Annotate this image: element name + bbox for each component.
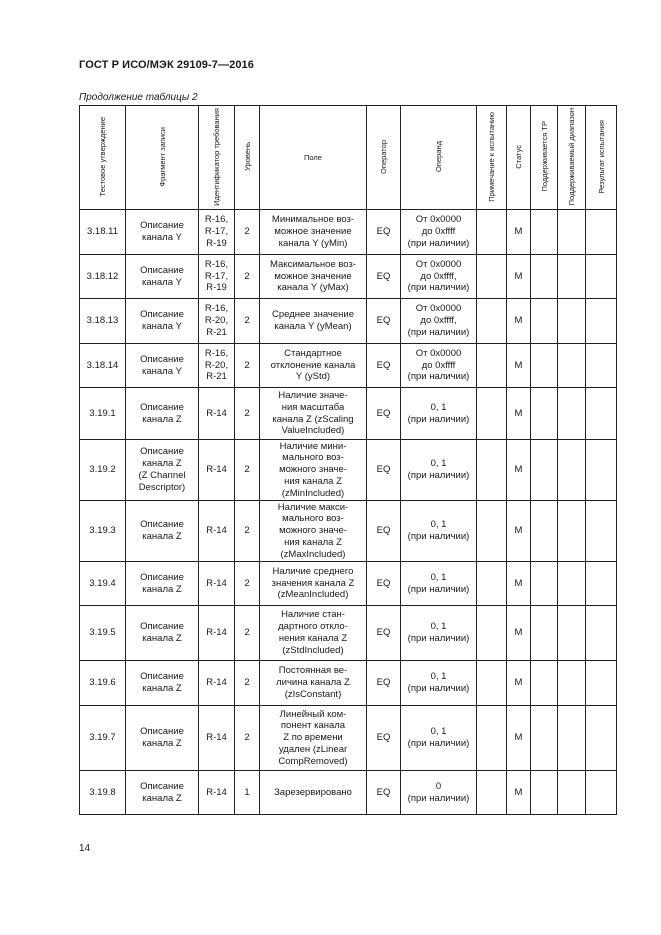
col-header-test-result: Результат испытания xyxy=(586,106,617,210)
cell-operand: 0, 1 (при наличии) xyxy=(401,661,477,706)
cell-requirement-id: R-16, R-20, R-21 xyxy=(199,299,235,344)
cell-level: 2 xyxy=(235,344,260,388)
cell-supported-range xyxy=(558,344,586,388)
cell-operator: EQ xyxy=(367,299,401,344)
table-row xyxy=(80,344,617,388)
cell-field: Среднее значение канала Y (yMean) xyxy=(260,299,367,344)
cell-operator: EQ xyxy=(367,706,401,771)
cell-operand: 0, 1 (при наличии) xyxy=(401,501,477,562)
table-body xyxy=(80,210,617,815)
cell-supported-range xyxy=(558,606,586,661)
cell-record-fragment: Описание канала Y xyxy=(126,210,199,255)
cell-supported-range xyxy=(558,562,586,606)
cell-field: Линейный ком- понент канала Z по времени удален (zLinear CompRemoved) xyxy=(260,706,367,771)
cell-operator: EQ xyxy=(367,771,401,815)
cell-test-note xyxy=(477,210,507,255)
cell-test-note xyxy=(477,440,507,501)
cell-field: Наличие среднего значения канала Z (zMeanIncluded) xyxy=(260,562,367,606)
cell-field: Наличие мини- мального воз- можного значе- ния канала Z (zMinIncluded) xyxy=(260,440,367,501)
cell-test-result xyxy=(586,706,617,771)
cell-level: 2 xyxy=(235,210,260,255)
col-header-test-note: Примечание к испытанию xyxy=(477,106,507,210)
cell-status: M xyxy=(507,771,531,815)
cell-test-note xyxy=(477,771,507,815)
table-row xyxy=(80,606,617,661)
cell-supported-tp xyxy=(531,606,558,661)
cell-field: Стандартное отклонение канала Y (yStd) xyxy=(260,344,367,388)
cell-test-note xyxy=(477,501,507,562)
cell-field: Минимальное воз- можное значение канала Y (yMin) xyxy=(260,210,367,255)
cell-level: 2 xyxy=(235,706,260,771)
table-row xyxy=(80,771,617,815)
cell-level: 1 xyxy=(235,771,260,815)
cell-operand: 0 (при наличии) xyxy=(401,771,477,815)
cell-level: 2 xyxy=(235,661,260,706)
col-header-field: Поле xyxy=(260,106,367,210)
cell-status: M xyxy=(507,299,531,344)
cell-supported-tp xyxy=(531,661,558,706)
cell-record-fragment: Описание канала Y xyxy=(126,344,199,388)
table-row xyxy=(80,562,617,606)
cell-supported-range xyxy=(558,299,586,344)
cell-test-result xyxy=(586,562,617,606)
cell-operator: EQ xyxy=(367,210,401,255)
cell-test-note xyxy=(477,661,507,706)
table-row xyxy=(80,388,617,440)
cell-operand: 0, 1 (при наличии) xyxy=(401,388,477,440)
cell-requirement-id: R-16, R-20, R-21 xyxy=(199,344,235,388)
cell-record-fragment: Описание канала Y xyxy=(126,299,199,344)
col-header-level: Уровень xyxy=(235,106,260,210)
cell-requirement-id: R-16, R-17, R-19 xyxy=(199,210,235,255)
cell-test-note xyxy=(477,562,507,606)
cell-record-fragment: Описание канала Z xyxy=(126,661,199,706)
cell-test-note xyxy=(477,299,507,344)
cell-status: M xyxy=(507,210,531,255)
cell-field: Наличие стан- дартного откло- нения канала Z (zStdIncluded) xyxy=(260,606,367,661)
cell-supported-range xyxy=(558,440,586,501)
cell-test-note xyxy=(477,255,507,299)
cell-requirement-id: R-14 xyxy=(199,440,235,501)
cell-requirement-id: R-14 xyxy=(199,606,235,661)
col-header-operand: Операнд xyxy=(401,106,477,210)
page-number: 14 xyxy=(79,843,91,854)
cell-supported-range xyxy=(558,771,586,815)
cell-level: 2 xyxy=(235,299,260,344)
cell-status: M xyxy=(507,606,531,661)
cell-test-id: 3.18.11 xyxy=(80,210,126,255)
cell-supported-tp xyxy=(531,440,558,501)
table-caption: Продолжение таблицы 2 xyxy=(79,92,198,103)
cell-field: Постоянная ве- личина канала Z (zIsConstant) xyxy=(260,661,367,706)
cell-operator: EQ xyxy=(367,388,401,440)
table-row xyxy=(80,255,617,299)
cell-requirement-id: R-14 xyxy=(199,388,235,440)
table-row xyxy=(80,501,617,562)
cell-test-result xyxy=(586,299,617,344)
cell-supported-tp xyxy=(531,706,558,771)
col-header-record-fragment: Фрагмент записи xyxy=(126,106,199,210)
table-row xyxy=(80,706,617,771)
cell-status: M xyxy=(507,255,531,299)
table-row xyxy=(80,440,617,501)
cell-test-result xyxy=(586,344,617,388)
cell-operand: 0, 1 (при наличии) xyxy=(401,440,477,501)
cell-test-id: 3.19.8 xyxy=(80,771,126,815)
cell-operand: 0, 1 (при наличии) xyxy=(401,706,477,771)
cell-status: M xyxy=(507,562,531,606)
cell-record-fragment: Описание канала Z xyxy=(126,771,199,815)
cell-operand: 0, 1 (при наличии) xyxy=(401,562,477,606)
cell-supported-range xyxy=(558,255,586,299)
cell-level: 2 xyxy=(235,388,260,440)
cell-test-result xyxy=(586,210,617,255)
cell-record-fragment: Описание канала Y xyxy=(126,255,199,299)
cell-test-id: 3.19.1 xyxy=(80,388,126,440)
cell-level: 2 xyxy=(235,501,260,562)
document-title: ГОСТ Р ИСО/МЭК 29109-7—2016 xyxy=(79,59,254,71)
cell-field: Максимальное воз- можное значение канала Y (yMax) xyxy=(260,255,367,299)
cell-operand: 0, 1 (при наличии) xyxy=(401,606,477,661)
table-header-row xyxy=(80,106,617,210)
cell-supported-tp xyxy=(531,210,558,255)
cell-operator: EQ xyxy=(367,606,401,661)
cell-record-fragment: Описание канала Z xyxy=(126,606,199,661)
cell-supported-tp xyxy=(531,344,558,388)
cell-record-fragment: Описание канала Z xyxy=(126,706,199,771)
cell-operand: От 0x0000 до 0xffff (при наличии) xyxy=(401,210,477,255)
cell-operator: EQ xyxy=(367,440,401,501)
cell-requirement-id: R-14 xyxy=(199,501,235,562)
cell-record-fragment: Описание канала Z xyxy=(126,562,199,606)
cell-test-result xyxy=(586,255,617,299)
cell-supported-tp xyxy=(531,388,558,440)
cell-operand: От 0x0000 до 0xffff (при наличии) xyxy=(401,344,477,388)
cell-field: Наличие макси- мального воз- можного значе- ния канала Z (zMaxIncluded) xyxy=(260,501,367,562)
cell-status: M xyxy=(507,706,531,771)
col-header-status: Статус xyxy=(507,106,531,210)
cell-test-id: 3.18.14 xyxy=(80,344,126,388)
cell-requirement-id: R-14 xyxy=(199,661,235,706)
cell-record-fragment: Описание канала Z xyxy=(126,501,199,562)
cell-field: Наличие значе- ния масштаба канала Z (zScaling ValueIncluded) xyxy=(260,388,367,440)
table-row xyxy=(80,299,617,344)
cell-requirement-id: R-14 xyxy=(199,562,235,606)
cell-test-id: 3.18.13 xyxy=(80,299,126,344)
cell-test-result xyxy=(586,661,617,706)
cell-test-result xyxy=(586,501,617,562)
cell-operator: EQ xyxy=(367,562,401,606)
cell-supported-range xyxy=(558,388,586,440)
cell-test-id: 3.19.3 xyxy=(80,501,126,562)
cell-test-id: 3.19.6 xyxy=(80,661,126,706)
cell-level: 2 xyxy=(235,562,260,606)
cell-test-id: 3.18.12 xyxy=(80,255,126,299)
cell-test-result xyxy=(586,440,617,501)
cell-level: 2 xyxy=(235,255,260,299)
cell-supported-range xyxy=(558,210,586,255)
col-header-test-assertion: Тестовое утверждение xyxy=(80,106,126,210)
cell-test-result xyxy=(586,388,617,440)
col-header-requirement-id: Идентификатор требования xyxy=(199,106,235,210)
cell-status: M xyxy=(507,661,531,706)
cell-operator: EQ xyxy=(367,661,401,706)
cell-test-note xyxy=(477,606,507,661)
cell-supported-tp xyxy=(531,562,558,606)
cell-test-id: 3.19.5 xyxy=(80,606,126,661)
col-header-operator: Оператор xyxy=(367,106,401,210)
cell-status: M xyxy=(507,501,531,562)
cell-supported-tp xyxy=(531,299,558,344)
table-row xyxy=(80,210,617,255)
cell-supported-tp xyxy=(531,771,558,815)
cell-record-fragment: Описание канала Z (Z Channel Descriptor) xyxy=(126,440,199,501)
cell-status: M xyxy=(507,440,531,501)
cell-supported-tp xyxy=(531,501,558,562)
cell-test-note xyxy=(477,706,507,771)
cell-operator: EQ xyxy=(367,501,401,562)
cell-status: M xyxy=(507,388,531,440)
cell-test-id: 3.19.2 xyxy=(80,440,126,501)
cell-level: 2 xyxy=(235,440,260,501)
cell-test-id: 3.19.4 xyxy=(80,562,126,606)
cell-operand: От 0x0000 до 0xffff, (при наличии) xyxy=(401,299,477,344)
test-assertions-table xyxy=(79,105,617,815)
cell-supported-range xyxy=(558,501,586,562)
cell-requirement-id: R-14 xyxy=(199,771,235,815)
table-row xyxy=(80,661,617,706)
cell-test-note xyxy=(477,388,507,440)
cell-supported-tp xyxy=(531,255,558,299)
cell-record-fragment: Описание канала Z xyxy=(126,388,199,440)
cell-field: Зарезервировано xyxy=(260,771,367,815)
cell-supported-range xyxy=(558,661,586,706)
cell-test-result xyxy=(586,771,617,815)
col-header-supported-tp: Поддерживается ТР xyxy=(531,106,558,210)
cell-test-id: 3.19.7 xyxy=(80,706,126,771)
cell-operand: От 0x0000 до 0xffff, (при наличии) xyxy=(401,255,477,299)
cell-test-result xyxy=(586,606,617,661)
cell-operator: EQ xyxy=(367,344,401,388)
cell-requirement-id: R-16, R-17, R-19 xyxy=(199,255,235,299)
cell-supported-range xyxy=(558,706,586,771)
cell-test-note xyxy=(477,344,507,388)
cell-operator: EQ xyxy=(367,255,401,299)
cell-status: M xyxy=(507,344,531,388)
cell-level: 2 xyxy=(235,606,260,661)
col-header-supported-range: Поддерживаемый диапазон xyxy=(558,106,586,210)
cell-requirement-id: R-14 xyxy=(199,706,235,771)
